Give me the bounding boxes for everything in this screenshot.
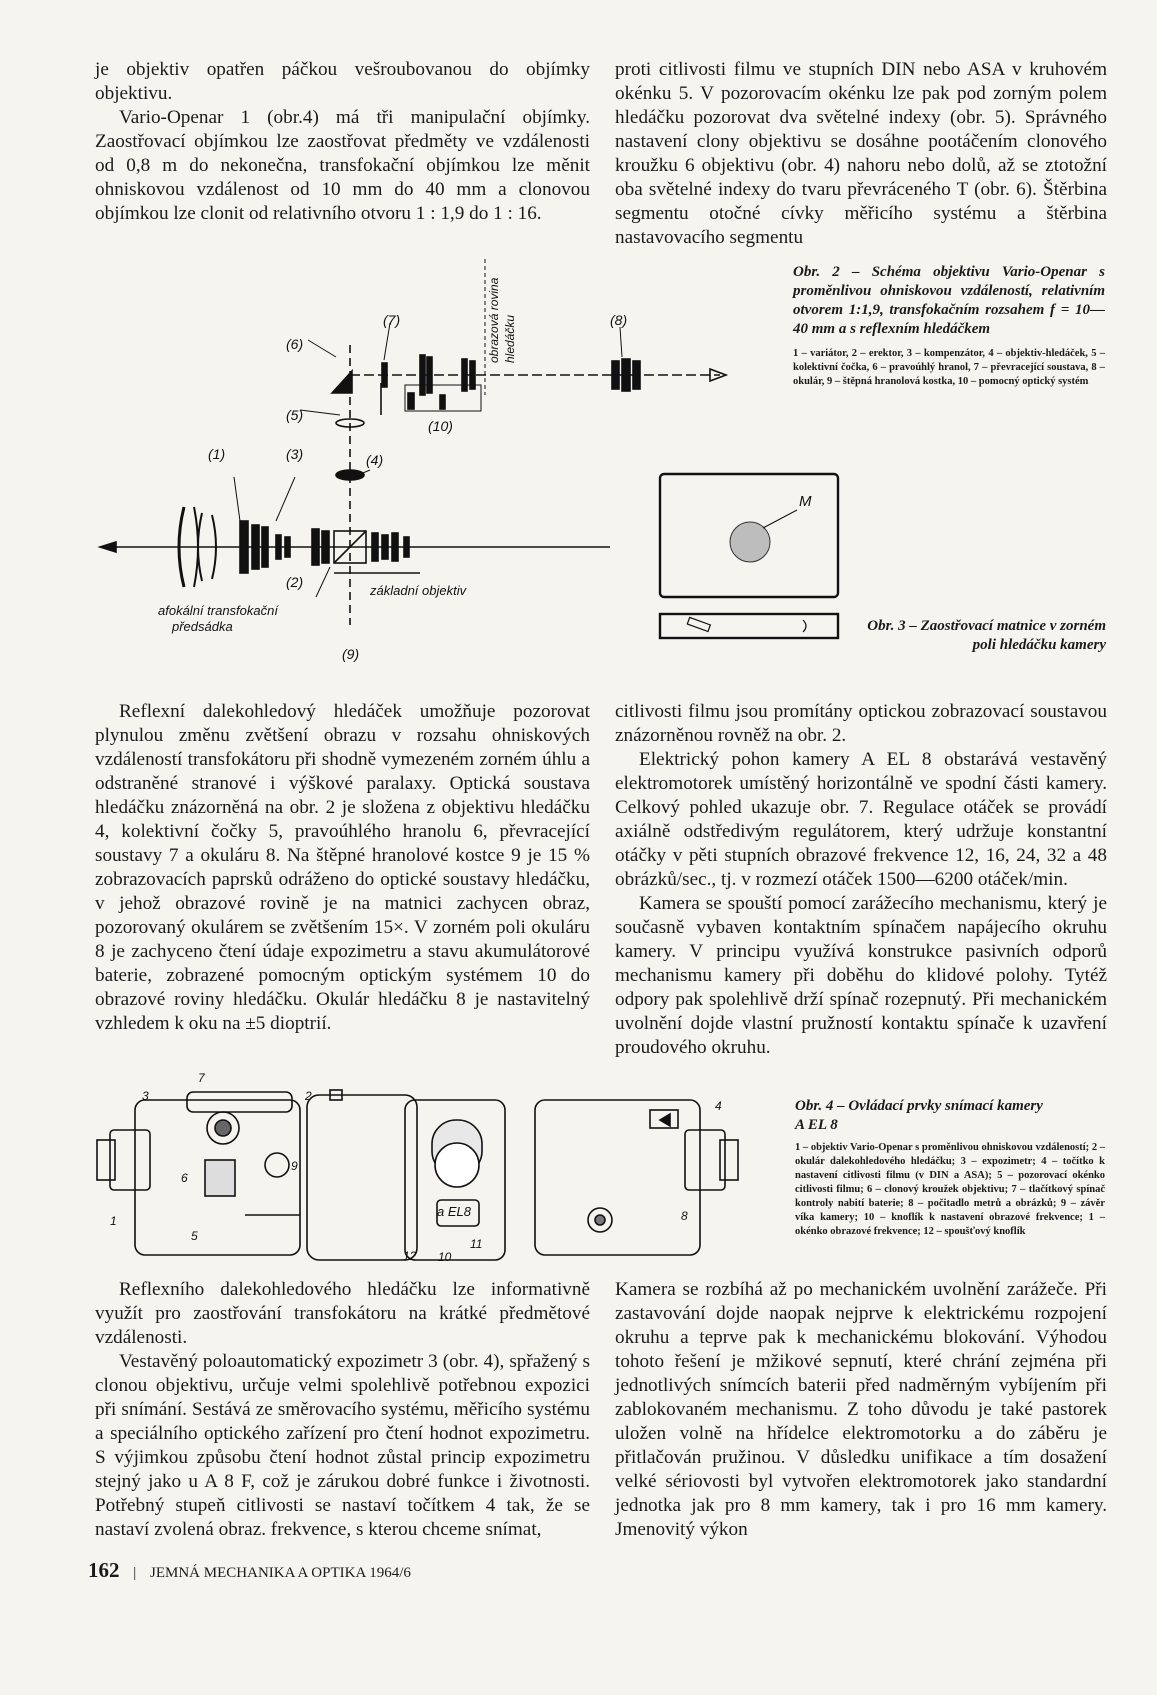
paragraph: Reflexního dalekohledového hledáčku lze informativně využít pro zaostřování transfokátoru na krátké předmětové vzdálenosti. bbox=[95, 1279, 590, 1348]
fig4-label-6: 6 bbox=[181, 1171, 188, 1185]
fig2-label-afocal-1: afokální transfokační bbox=[158, 603, 278, 618]
figure-3-focusing-screen bbox=[655, 470, 845, 645]
paragraph: citlivosti filmu jsou promítány optickou zobrazovací soustavou znázorněnou rovněž na obr. 2. bbox=[615, 701, 1107, 746]
figure-4-caption-line-1: Obr. 4 – Ovládací prvky snímací kamery bbox=[795, 1098, 1043, 1114]
fig4-label-1: 1 bbox=[110, 1214, 117, 1228]
fig2-label-8: (8) bbox=[610, 312, 628, 328]
fig4-badge: a EL8 bbox=[437, 1204, 471, 1219]
paragraph: Reflexní dalekohledový hledáček umožňuje pozorovat plynulou změnu zvětšení obrazu v rozsahu ohniskových vzdáleností transfokátoru při shodně vymezeném zorném úhlu a odstraněné stranové i výškové paralaxy. Optická soustava hledáčku znázorněná na obr. 2 je složena z objektivu hledáčku 4, kolektivní čočky 5, pravoúhlého hranolu 6, převracející soustavy 7 a okuláru 8. Na štěpné hranolové kostce 9 je 15 % zobrazovacích paprsků odráženo do optické soustavy hledáčku, v jehož obrazové rovině je na matnici zachycen obraz, pozorovaný okulárem se zvětšením 15×. V zorném poli okuláru 8 je zachyceno čtení údaje expozimetru a stavu akumulátorové baterie, zobrazené pomocným optickým systémem 10 do obrazové roviny hledáčku. Okulár hledáčku 8 je nastavitelný vzhledem k oku na ±5 dioptrií. bbox=[95, 701, 590, 1034]
fig4-label-8: 8 bbox=[681, 1209, 688, 1223]
fig4-label-7: 7 bbox=[198, 1071, 205, 1085]
figure-4-caption-line-2: A EL 8 bbox=[795, 1117, 838, 1133]
fig2-label-3: (3) bbox=[286, 446, 304, 462]
paragraph: proti citlivosti filmu ve stupních DIN nebo ASA v kruhovém okénku 5. V pozorovacím okénku lze pak pod zorným polem hledáčku pozorovat dva světelné indexy (obr. 5). Správného nastavení clony objektivu se dosáhne pootáčením clonového kroužku 6 objektivu (obr. 4) nahoru nebo dolů, až se ztotožní oba světelné indexy do tvaru převráceného T (obr. 6). Štěrbina segmentu otočné cívky měřicího systému a štěrbina nastavovacího segmentu bbox=[615, 59, 1107, 248]
fig4-label-3: 3 bbox=[142, 1089, 149, 1103]
column-right-mid bbox=[615, 700, 1107, 1060]
figure-2-caption-block bbox=[793, 263, 1105, 389]
column-right-top bbox=[615, 58, 1107, 250]
figure-3-caption: Obr. 3 – Zaostřovací matnice v zorném poli hledáčku kamery bbox=[867, 618, 1106, 653]
figure-2-legend: 1 – variátor, 2 – erektor, 3 – kompenzátor, 4 – objektiv-hledáček, 5 – kolektivní čočka, 6 – pravoúhlý hranol, 7 – převracející soustava, 8 – okulár, 9 – štěpná hranolová kostka, 10 – pomocný optický systém bbox=[793, 348, 1105, 387]
column-right-bottom bbox=[615, 1278, 1107, 1542]
figure-4-legend: 1 – objektiv Vario-Openar s proměnlivou ohniskovou vzdáleností; 2 – okulár dalekohledového hledáčku; 3 – expozimetr; 4 – točítko k nastavení citlivosti filmu (v DIN a ASA); 5 – pozorovací okénko citlivosti filmu; 6 – clonový kroužek objektivu; 7 – tlačítkový spínač kontroly nabití baterie; 8 – počitadlo metrů a obrázků; 9 – závěr víka kamery; 10 – knoflík k nastavení obrazové frekvence; 1 – okénko obrazové frekvence; 12 – spoušťový knoflík bbox=[795, 1142, 1105, 1237]
fig2-label-afocal-2: předsádka bbox=[172, 619, 233, 634]
fig4-label-4: 4 bbox=[715, 1099, 722, 1113]
fig2-label-1: (1) bbox=[208, 446, 226, 462]
page-number: 162 bbox=[88, 1558, 120, 1582]
figure-2-optical-scheme bbox=[90, 245, 730, 665]
fig4-label-11: 11 bbox=[470, 1237, 483, 1251]
paragraph: Kamera se spouští pomocí zarážecího mechanismu, který je současně vybaven kontaktním spínačem napájecího okruhu kamery. V principu využívá konstrukce pasivních odporů mechanismu kamery při doběhu do klidové polohy. Tytéž odpory pak spolehlivě drží spínač rozepnutý. Při mechanickém uvolnění dojde vlastní pružností kontaktu spínače k uzavření proudového okruhu. bbox=[615, 893, 1107, 1058]
fig2-label-4: (4) bbox=[366, 452, 384, 468]
column-left-top bbox=[95, 58, 590, 226]
fig3-label-m: M bbox=[799, 493, 812, 510]
paragraph: Vestavěný poloautomatický expozimetr 3 (obr. 4), spřažený s clonou objektivu, určuje velmi spolehlivě potřebnou expozici při snímání. Sestává ze směrovacího systému, měřicího systému a speciálního optického zařízení pro čtení hodnot expozimetru. S výjimkou způsobu čtení hodnot zůstal princip expozimetru stejný jako u A 8 F, což je zárukou dobré funkce i životnosti. Potřebný stupeň citlivosti se nastaví točítkem 4 tak, že se nastaví zvolená obraz. frekvence, s kterou chceme snímat, bbox=[95, 1351, 590, 1540]
paragraph: Elektrický pohon kamery A EL 8 obstarává vestavěný elektromotorek umístěný horizontálně ve spodní části kamery. Celkový pohled ukazuje obr. 7. Regulace otáček se provádí axiálně odstředivým regulátorem, který udržuje konstantní otáčky v pěti stupních obrazové frekvence 12, 16, 24, 32 a 48 obrázků/sec., tj. v rozmezí otáček 1500—6200 otáček/min. bbox=[615, 749, 1107, 890]
fig4-label-5: 5 bbox=[191, 1229, 198, 1243]
figure-4-camera-views bbox=[95, 1070, 815, 1270]
fig2-label-9: (9) bbox=[342, 646, 360, 662]
journal-name: JEMNÁ MECHANIKA A OPTIKA 1964/6 bbox=[150, 1565, 411, 1581]
fig4-label-12: 12 bbox=[403, 1249, 417, 1263]
fig2-label-2: (2) bbox=[286, 574, 304, 590]
fig2-label-plane-1: obrazová rovina bbox=[487, 277, 501, 363]
page-footer: 162 | JEMNÁ MECHANIKA A OPTIKA 1964/6 bbox=[88, 1558, 411, 1582]
paragraph: je objektiv opatřen páčkou vešroubovanou do objímky objektivu. bbox=[95, 59, 590, 104]
fig2-label-5: (5) bbox=[286, 407, 304, 423]
fig2-label-base-objective: základní objektiv bbox=[370, 583, 467, 598]
paragraph: Kamera se rozbíhá až po mechanickém uvolnění zarážeče. Při zastavování dojde naopak nejprve k elektrickému rozpojení okruhu a teprve pak k mechanickému blokování. Výhodou tohoto řešení je mžikové sepnutí, které chrání zejména při jednotlivých snímcích baterii před nadměrným vybíjením při zablokovaném mechanismu. Z toho důvodu je také pastorek uložen volně na hřídelce elektromotorku a do záběru je přitlačován pružinou. V důsledku unifikace a tím dosažení velké sériovosti byl vytvořen elektromotorek jako standardní jednotka jak pro 8 mm kamery, tak i pro 16 mm kamery. Jmenovitý výkon bbox=[615, 1279, 1107, 1540]
fig2-label-7: (7) bbox=[383, 312, 401, 328]
fig4-label-2: 2 bbox=[305, 1089, 312, 1103]
fig2-label-plane-2: hledáčku bbox=[503, 314, 517, 363]
fig4-label-10: 10 bbox=[438, 1250, 452, 1264]
paragraph: Vario-Openar 1 (obr.4) má tři manipulační objímky. Zaostřovací objímkou lze zaostřovat předměty ve vzdálenosti od 0,8 m do nekonečna, transfokační objímkou lze měnit ohniskovou vzdálenost od 10 mm do 40 mm a clonovou objímkou lze clonit od relativního otvoru 1 : 1,9 do 1 : 16. bbox=[95, 107, 590, 224]
fig4-label-9: 9 bbox=[291, 1159, 298, 1173]
figure-4-caption-block bbox=[795, 1097, 1105, 1239]
column-left-bottom bbox=[95, 1278, 590, 1542]
fig2-label-10: (10) bbox=[428, 418, 453, 434]
fig2-label-6: (6) bbox=[286, 336, 304, 352]
figure-2-caption: Obr. 2 – Schéma objektivu Vario-Openar s proměnlivou ohniskovou vzdáleností, relativním otvorem 1:1,9, transfokačním rozsahem f = 10—40 mm a s reflexním hledáčkem bbox=[793, 264, 1105, 337]
column-left-mid bbox=[95, 700, 590, 1036]
